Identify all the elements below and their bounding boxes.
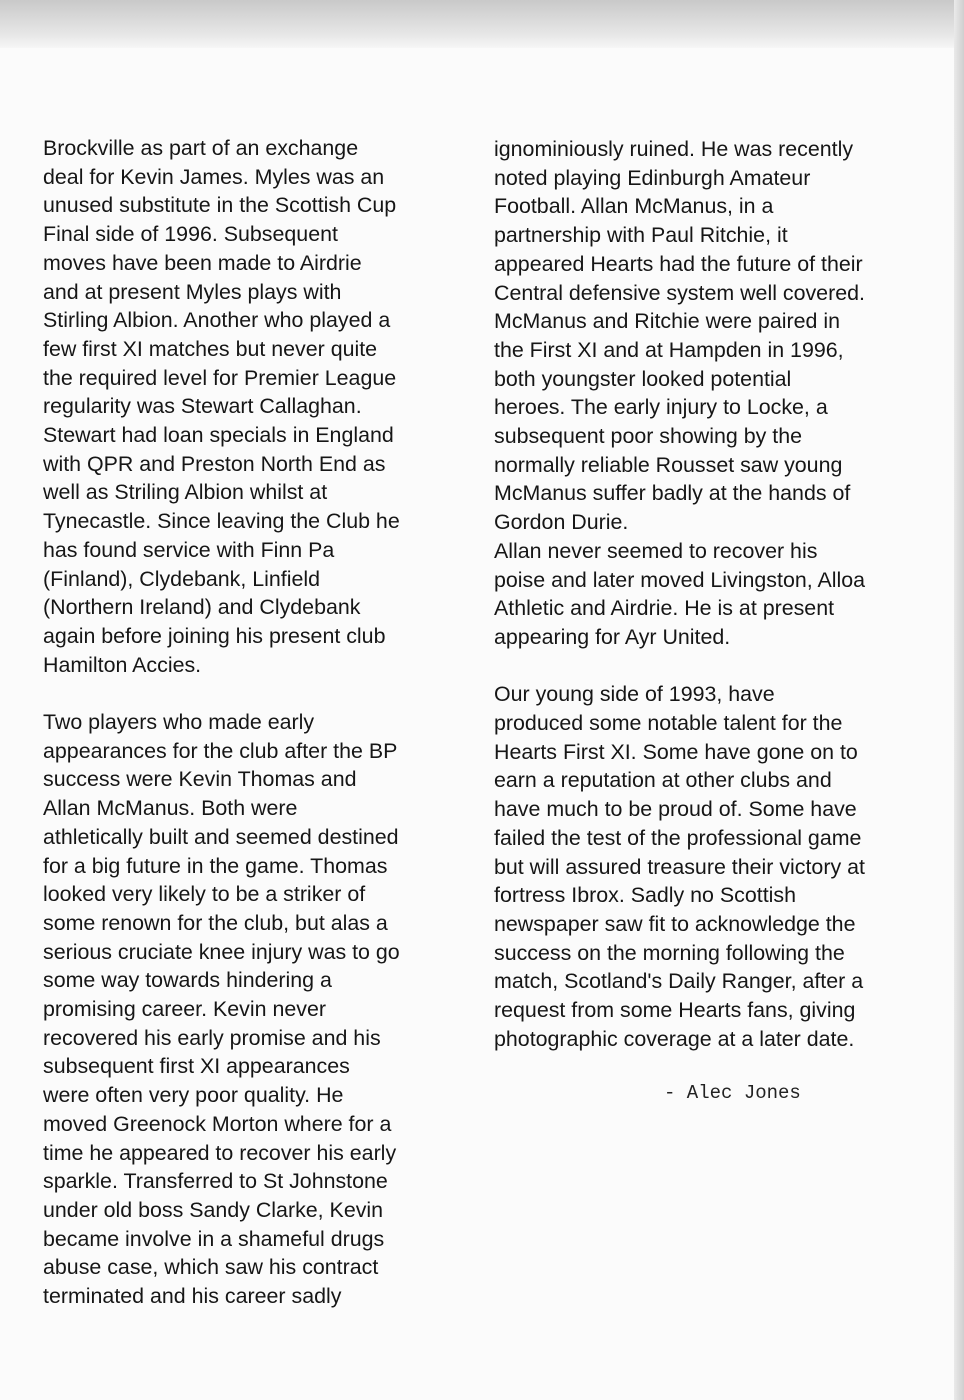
- text-line: request from some Hearts fans, giving: [494, 998, 856, 1023]
- right-column: [494, 135, 865, 1053]
- text-line: became involve in a shameful drugs: [43, 1226, 385, 1251]
- text-line: newspaper saw fit to acknowledge the: [494, 911, 856, 936]
- author-signature: - Alec Jones: [664, 1082, 801, 1104]
- text-line: Hamilton Accies.: [43, 652, 202, 677]
- page-edge-shadow: [954, 0, 964, 1400]
- text-line: Football. Allan McManus, in a: [494, 194, 774, 219]
- text-line: photographic coverage at a later date.: [494, 1026, 855, 1051]
- text-line: poise and later moved Livingston, Alloa: [494, 567, 866, 592]
- left-paragraph-1: [43, 134, 400, 679]
- text-line: produced some notable talent for the: [494, 711, 843, 736]
- right-paragraph-1: [494, 135, 865, 652]
- text-line: heroes. The early injury to Locke, a: [494, 395, 828, 420]
- text-line: promising career. Kevin never: [43, 997, 326, 1022]
- text-line: (Finland), Clydebank, Linfield: [43, 566, 321, 591]
- text-line: abuse case, which saw his contract: [43, 1255, 379, 1280]
- text-line: moved Greenock Morton where for a: [43, 1111, 392, 1136]
- text-line: normally reliable Rousset saw young: [494, 452, 843, 477]
- text-line: terminated and his career sadly: [43, 1284, 342, 1309]
- text-line: recovered his early promise and his: [43, 1025, 381, 1050]
- text-line: appearances for the club after the BP: [43, 738, 398, 763]
- text-line: ignominiously ruined. He was recently: [494, 137, 854, 161]
- text-line: serious cruciate knee injury was to go: [43, 939, 400, 964]
- text-line: looked very likely to be a striker of: [43, 882, 366, 907]
- text-line: regularity was Stewart Callaghan.: [43, 394, 362, 419]
- text-line: the First XI and at Hampden in 1996,: [494, 337, 844, 362]
- text-line: appearing for Ayr United.: [494, 624, 731, 649]
- text-line: success were Kevin Thomas and: [43, 767, 357, 792]
- text-line: Gordon Durie.: [494, 510, 629, 535]
- text-line: deal for Kevin James. Myles was an: [43, 164, 385, 189]
- text-line: Allan never seemed to recover his: [494, 538, 818, 563]
- text-line: sparkle. Transferred to St Johnstone: [43, 1169, 388, 1194]
- text-line: Central defensive system well covered.: [494, 280, 865, 305]
- text-line: Hearts First XI. Some have gone on to: [494, 739, 858, 764]
- text-line: subsequent first XI appearances: [43, 1054, 350, 1079]
- text-line: well as Striling Albion whilst at: [43, 480, 328, 505]
- text-line: success on the morning following the: [494, 940, 845, 965]
- text-line: unused substitute in the Scottish Cup: [43, 193, 397, 218]
- text-line: few first XI matches but never quite: [43, 336, 378, 361]
- text-line: but will assured treasure their victory at: [494, 854, 865, 879]
- text-line: subsequent poor showing by the: [494, 424, 803, 449]
- text-line: Brockville as part of an exchange: [43, 136, 359, 160]
- text-line: time he appeared to recover his early: [43, 1140, 397, 1165]
- text-line: Our young side of 1993, have: [494, 682, 775, 707]
- text-line: (Northern Ireland) and Clydebank: [43, 595, 361, 620]
- left-paragraph-2: [43, 708, 400, 1311]
- text-line: Two players who made early: [43, 710, 315, 735]
- text-line: both youngster looked potential: [494, 366, 792, 391]
- text-line: Athletic and Airdrie. He is at present: [494, 596, 835, 621]
- text-line: has found service with Finn Pa: [43, 537, 335, 562]
- text-line: McManus suffer badly at the hands of: [494, 481, 851, 506]
- text-line: Allan McManus. Both were: [43, 796, 298, 821]
- text-line: fortress Ibrox. Sadly no Scottish: [494, 883, 796, 908]
- paragraph-gap: [494, 652, 865, 681]
- text-line: and at present Myles plays with: [43, 279, 342, 304]
- text-line: athletically built and seemed destined: [43, 824, 399, 849]
- text-line: moves have been made to Airdrie: [43, 250, 362, 275]
- text-line: partnership with Paul Ritchie, it: [494, 223, 788, 248]
- text-line: noted playing Edinburgh Amateur: [494, 165, 811, 190]
- text-line: some renown for the club, but alas a: [43, 910, 388, 935]
- text-line: Stewart had loan specials in England: [43, 423, 394, 448]
- paragraph-gap: [43, 679, 400, 708]
- text-line: were often very poor quality. He: [43, 1083, 344, 1108]
- text-line: have much to be proud of. Some have: [494, 797, 857, 822]
- text-line: the required level for Premier League: [43, 365, 397, 390]
- text-line: again before joining his present club: [43, 623, 386, 648]
- text-line: Tynecastle. Since leaving the Club he: [43, 509, 400, 534]
- scan-top-shadow: [0, 0, 964, 48]
- right-paragraph-2: [494, 680, 865, 1053]
- text-line: match, Scotland's Daily Ranger, after a: [494, 969, 864, 994]
- text-line: some way towards hindering a: [43, 968, 332, 993]
- text-line: with QPR and Preston North End as: [43, 451, 386, 476]
- text-line: earn a reputation at other clubs and: [494, 768, 832, 793]
- text-line: for a big future in the game. Thomas: [43, 853, 388, 878]
- text-line: failed the test of the professional game: [494, 825, 862, 850]
- text-line: under old boss Sandy Clarke, Kevin: [43, 1198, 384, 1222]
- text-line: appeared Hearts had the future of their: [494, 251, 863, 276]
- left-column: [43, 134, 400, 1311]
- text-line: Final side of 1996. Subsequent: [43, 222, 338, 247]
- text-line: McManus and Ritchie were paired in: [494, 309, 840, 334]
- text-line: Stirling Albion. Another who played a: [43, 308, 391, 333]
